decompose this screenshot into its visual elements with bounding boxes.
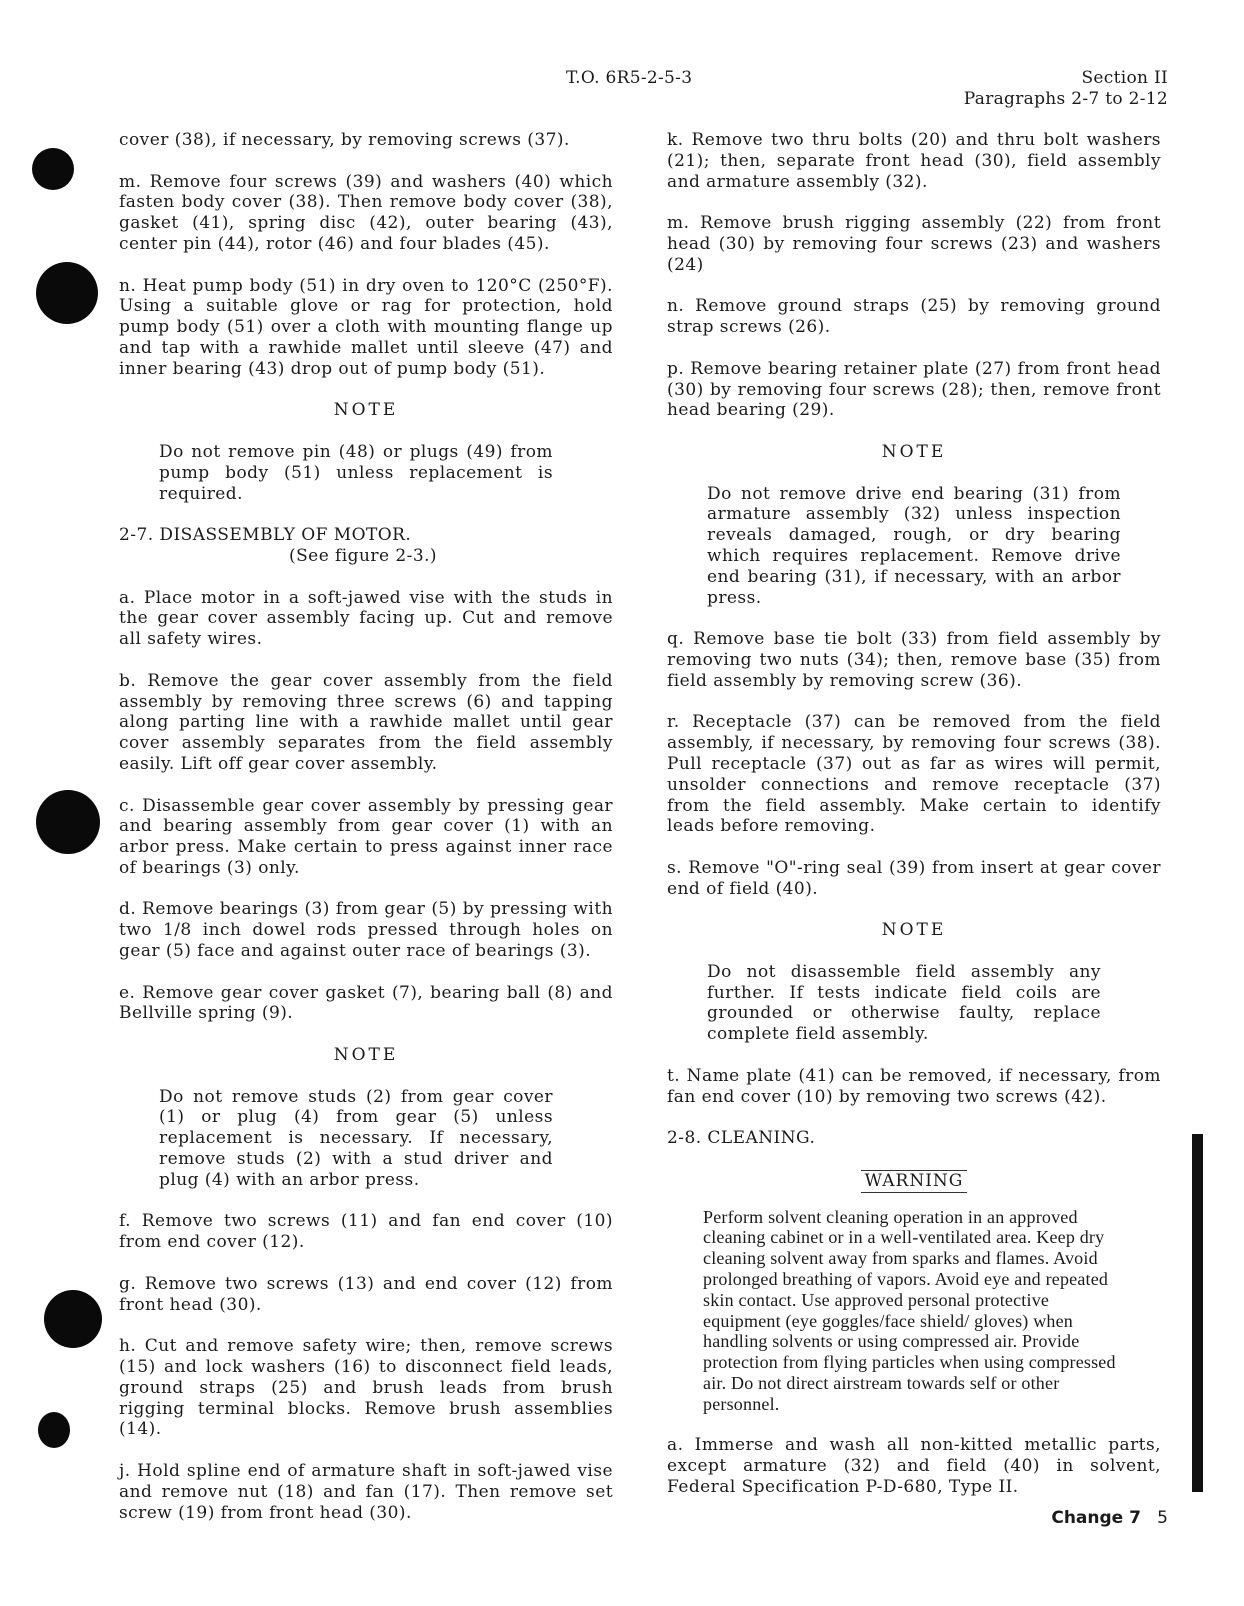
note-heading: NOTE [881, 920, 947, 941]
step-s: s. Remove "O"-ring seal (39) from insert at gear cover end of field (40). [667, 857, 1161, 899]
step-l-continued: cover (38), if necessary, by removing screws (37). [119, 130, 570, 150]
left-column [119, 130, 613, 1523]
step-k: k. Remove two thru bolts (20) and thru bolt washers (21); then, separate front head (30), field assembly and armature assembly (32). [667, 130, 1161, 192]
change-bar [1192, 1134, 1203, 1492]
step-r: r. Receptacle (37) can be removed from the field assembly, if necessary, by removing four screws (38). Pull receptacle (37) out as far as wires will permit, unsolder connections and remove receptacle (37) from the field assembly. Make certain to identify leads before removing. [667, 712, 1161, 837]
note-text: Do not remove drive end bearing (31) from armature assembly (32) unless inspection reveals damaged, rough, or dry bearing which requires replacement. Remove drive end bearing (31), if necessary, with an arbor press. [707, 483, 1121, 608]
binder-hole [38, 1412, 70, 1448]
cleaning-step-a: a. Immerse and wash all non-kitted metallic parts, except armature (32) and field (40) in solvent, Federal Specification P-D-680, Type II. [667, 1435, 1161, 1497]
note-heading: NOTE [333, 1045, 399, 1066]
step-m: m. Remove brush rigging assembly (22) from front head (30) by removing four screws (23) and washers (24) [667, 213, 1161, 275]
step-b: b. Remove the gear cover assembly from the field assembly by removing three screws (6) and tapping along parting line with a rawhide mallet until gear cover assembly separates from the field assembly easily. Lift off gear cover assembly. [119, 670, 613, 774]
figure-reference: (See figure 2-3.) [289, 545, 438, 566]
binder-hole [36, 262, 98, 324]
page-number: 5 [1157, 1508, 1168, 1528]
step-j: j. Hold spline end of armature shaft in soft-jawed vise and remove nut (18) and fan (17). Then remove set screw (19) from front head (30). [119, 1461, 613, 1523]
section-2-7-title: 2-7. DISASSEMBLY OF MOTOR. [119, 525, 412, 546]
paragraph-range: Paragraphs 2-7 to 2-12 [963, 89, 1168, 109]
step-n: n. Heat pump body (51) in dry oven to 120°C (250°F). Using a suitable glove or rag for protection, hold pump body (51) over a cloth with mounting flange up and tap with a rawhide mallet until sleeve (47) and inner bearing (43) drop out of pump body (51). [119, 275, 613, 379]
step-g: g. Remove two screws (13) and end cover (12) from front head (30). [119, 1273, 613, 1315]
section-label: Section II [1081, 68, 1168, 88]
to-number: T.O. 6R5-2-5-3 [566, 68, 693, 88]
step-c: c. Disassemble gear cover assembly by pressing gear and bearing assembly from gear cover (1) with an arbor press. Make certain to press against inner race of bearings (3) only. [119, 795, 613, 878]
step-a: a. Place motor in a soft-jawed vise with the studs in the gear cover assembly facing up. Cut and remove all safety wires. [119, 587, 613, 650]
step-n: n. Remove ground straps (25) by removing ground strap screws (26). [667, 296, 1161, 338]
note-heading: NOTE [333, 400, 399, 421]
step-q: q. Remove base tie bolt (33) from field assembly by removing two nuts (34); then, remove base (35) from field assembly by removing screw (36). [667, 629, 1161, 691]
note-heading: NOTE [881, 441, 947, 462]
step-m: m. Remove four screws (39) and washers (40) which fasten body cover (38). Then remove body cover (38), gasket (41), spring disc (42), outer bearing (43), center pin (44), rotor (46) and four blades (45). [119, 171, 613, 254]
step-h: h. Cut and remove safety wire; then, remove screws (15) and lock washers (16) to disconnect field leads, ground straps (25) and brush leads from brush rigging terminal blocks. Remove brush assemblies (14). [119, 1336, 613, 1440]
note-text: Do not remove studs (2) from gear cover (1) or plug (4) from gear (5) unless replacement is necessary. If necessary, remove studs (2) with a stud driver and plug (4) with an arbor press. [159, 1086, 553, 1190]
binder-hole [44, 1290, 102, 1348]
page-footer [1051, 1508, 1168, 1528]
step-f: f. Remove two screws (11) and fan end cover (10) from end cover (12). [119, 1211, 613, 1253]
step-t: t. Name plate (41) can be removed, if necessary, from fan end cover (10) by removing two screws (42). [667, 1065, 1161, 1107]
change-number: Change 7 [1051, 1508, 1141, 1528]
step-d: d. Remove bearings (3) from gear (5) by pressing with two 1/8 inch dowel rods pressed through holes on gear (5) face and against outer race of bearings (3). [119, 899, 613, 962]
note-text: Do not remove pin (48) or plugs (49) from pump body (51) unless replacement is required. [159, 441, 553, 504]
binder-hole [36, 790, 100, 854]
warning-heading: WARNING [667, 1170, 1161, 1193]
binder-hole [32, 148, 74, 190]
note-text: Do not disassemble field assembly any further. If tests indicate field coils are grounded or otherwise faulty, replace complete field assembly. [707, 961, 1101, 1045]
step-e: e. Remove gear cover gasket (7), bearing ball (8) and Bellville spring (9). [119, 982, 613, 1024]
section-2-8-title: 2-8. CLEANING. [667, 1128, 816, 1149]
right-column [667, 130, 1161, 1498]
warning-text: Perform solvent cleaning operation in an approved cleaning cabinet or in a well-ventilated area. Keep dry cleaning solvent away from sparks and flames. Avoid prolonged breathing of vapors. Avoid eye and repeated skin contact. Use approved personal protective equipment (eye goggles/face shield/ gloves) when handling solvents or using compressed air. Provide protection from flying particles when using compressed air. Do not direct airstream towards self or other personnel. [703, 1206, 1116, 1414]
step-p: p. Remove bearing retainer plate (27) from front head (30) by removing four screws (28); then, remove front head bearing (29). [667, 358, 1161, 421]
